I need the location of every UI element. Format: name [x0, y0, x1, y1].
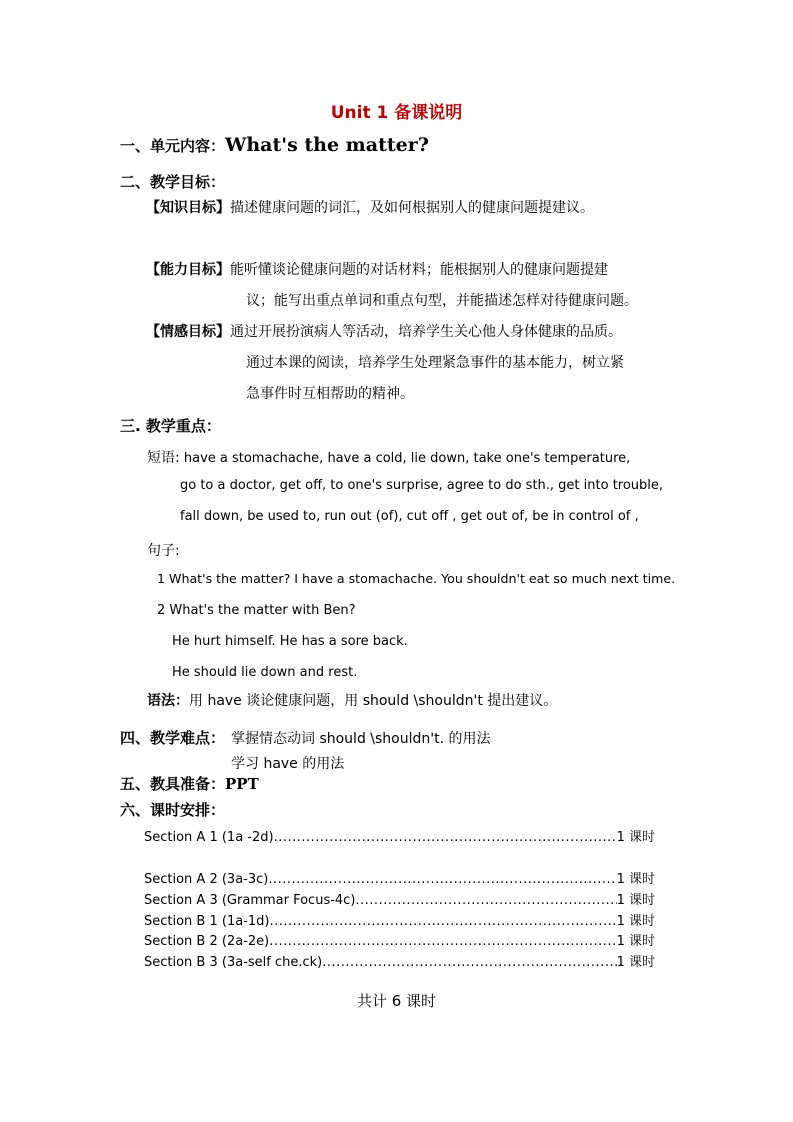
phrases-label: 短语:	[147, 450, 180, 466]
emotion-goal-line: 通过开展扮演病人等活动，培养学生关心他人身体健康的品质。	[230, 324, 622, 340]
section-key-points-label: 三. 教学重点：	[120, 417, 221, 435]
section-schedule-label: 六、课时安排：	[120, 801, 226, 819]
leader-dots	[269, 914, 616, 929]
schedule-hours: 1 课时	[616, 934, 655, 949]
leader-dots	[355, 893, 616, 908]
leader-dots	[274, 830, 617, 845]
ability-goal	[146, 259, 608, 279]
unit-content-title: What's the matter?	[225, 134, 429, 156]
section-difficulties-label: 四、教学难点：	[120, 729, 226, 747]
phrases-line	[147, 447, 630, 467]
leader-dots	[268, 872, 616, 887]
sentences-label: 句子:	[147, 543, 180, 559]
ability-goal-tag: 【能力目标】	[146, 262, 230, 278]
emotion-goal-line: 急事件时互相帮助的精神。	[246, 386, 414, 402]
schedule-row	[144, 826, 655, 845]
phrases-text: go to a doctor, get off, to one's surprise, agree to do sth., get into trouble,	[180, 478, 664, 493]
schedule-section-name: Section B 3 (3a-self che.ck)	[144, 955, 323, 970]
grammar-text: 用 have 谈论健康问题，用 should \shouldn't 提出建议。	[189, 693, 558, 709]
schedule-section-name: Section B 1 (1a-1d)	[144, 914, 270, 929]
materials-value: PPT	[225, 775, 259, 793]
schedule-hours: 1 课时	[616, 830, 655, 845]
schedule-section-name: Section B 2 (2a-2e)	[144, 934, 270, 949]
section-materials	[120, 773, 259, 794]
schedule-row	[144, 868, 655, 887]
knowledge-goal	[146, 197, 594, 217]
section-unit-content	[120, 134, 429, 156]
schedule-hours: 1 课时	[616, 893, 655, 908]
knowledge-goal-text: 描述健康问题的词汇，及如何根据别人的健康问题提建议。	[230, 200, 594, 216]
ability-goal-line: 能听懂谈论健康问题的对话材料；能根据别人的健康问题提建	[230, 262, 608, 278]
sentence-item: 1 What's the matter? I have a stomachache. You shouldn't eat so much next time.	[157, 571, 676, 586]
sentence-item: He hurt himself. He has a sore back.	[172, 634, 408, 649]
section-teaching-goals-label: 二、教学目标：	[120, 173, 226, 191]
leader-dots	[322, 955, 616, 970]
phrases-text: have a stomachache, have a cold, lie down, take one's temperature,	[183, 451, 631, 466]
schedule-row	[144, 889, 655, 908]
difficulty-line: 掌握情态动词 should \shouldn't. 的用法	[231, 731, 491, 747]
page-title: Unit 1 备课说明	[330, 103, 463, 123]
total-hours: 共计 6 课时	[356, 992, 437, 1010]
sentence-item: He should lie down and rest.	[172, 665, 358, 680]
schedule-section-name: Section A 3 (Grammar Focus-4c)	[144, 893, 356, 908]
section-label: 五、教具准备：	[120, 775, 226, 793]
emotion-goal-tag: 【情感目标】	[146, 324, 230, 340]
schedule-row	[144, 930, 655, 949]
schedule-section-name: Section A 2 (3a-3c)	[144, 872, 269, 887]
sentence-item: 2 What's the matter with Ben?	[157, 603, 356, 618]
knowledge-goal-tag: 【知识目标】	[146, 200, 230, 216]
schedule-hours: 1 课时	[616, 914, 655, 929]
emotion-goal-line: 通过本课的阅读，培养学生处理紧急事件的基本能力，树立紧	[246, 355, 624, 371]
ability-goal-line: 议；能写出重点单词和重点句型，并能描述怎样对待健康问题。	[246, 293, 638, 309]
grammar-label: 语法：	[147, 693, 189, 709]
schedule-row	[144, 951, 655, 970]
grammar-line	[147, 690, 557, 710]
phrases-text: fall down, be used to, run out (of), cut off , get out of, be in control of ,	[180, 509, 639, 524]
schedule-row	[144, 910, 655, 929]
schedule-hours: 1 课时	[616, 872, 655, 887]
schedule-section-name: Section A 1 (1a -2d)	[144, 830, 274, 845]
emotion-goal	[146, 321, 622, 341]
difficulty-line: 学习 have 的用法	[231, 756, 345, 772]
leader-dots	[269, 934, 616, 949]
schedule-hours: 1 课时	[616, 955, 655, 970]
section-label: 一、单元内容：	[120, 137, 226, 155]
